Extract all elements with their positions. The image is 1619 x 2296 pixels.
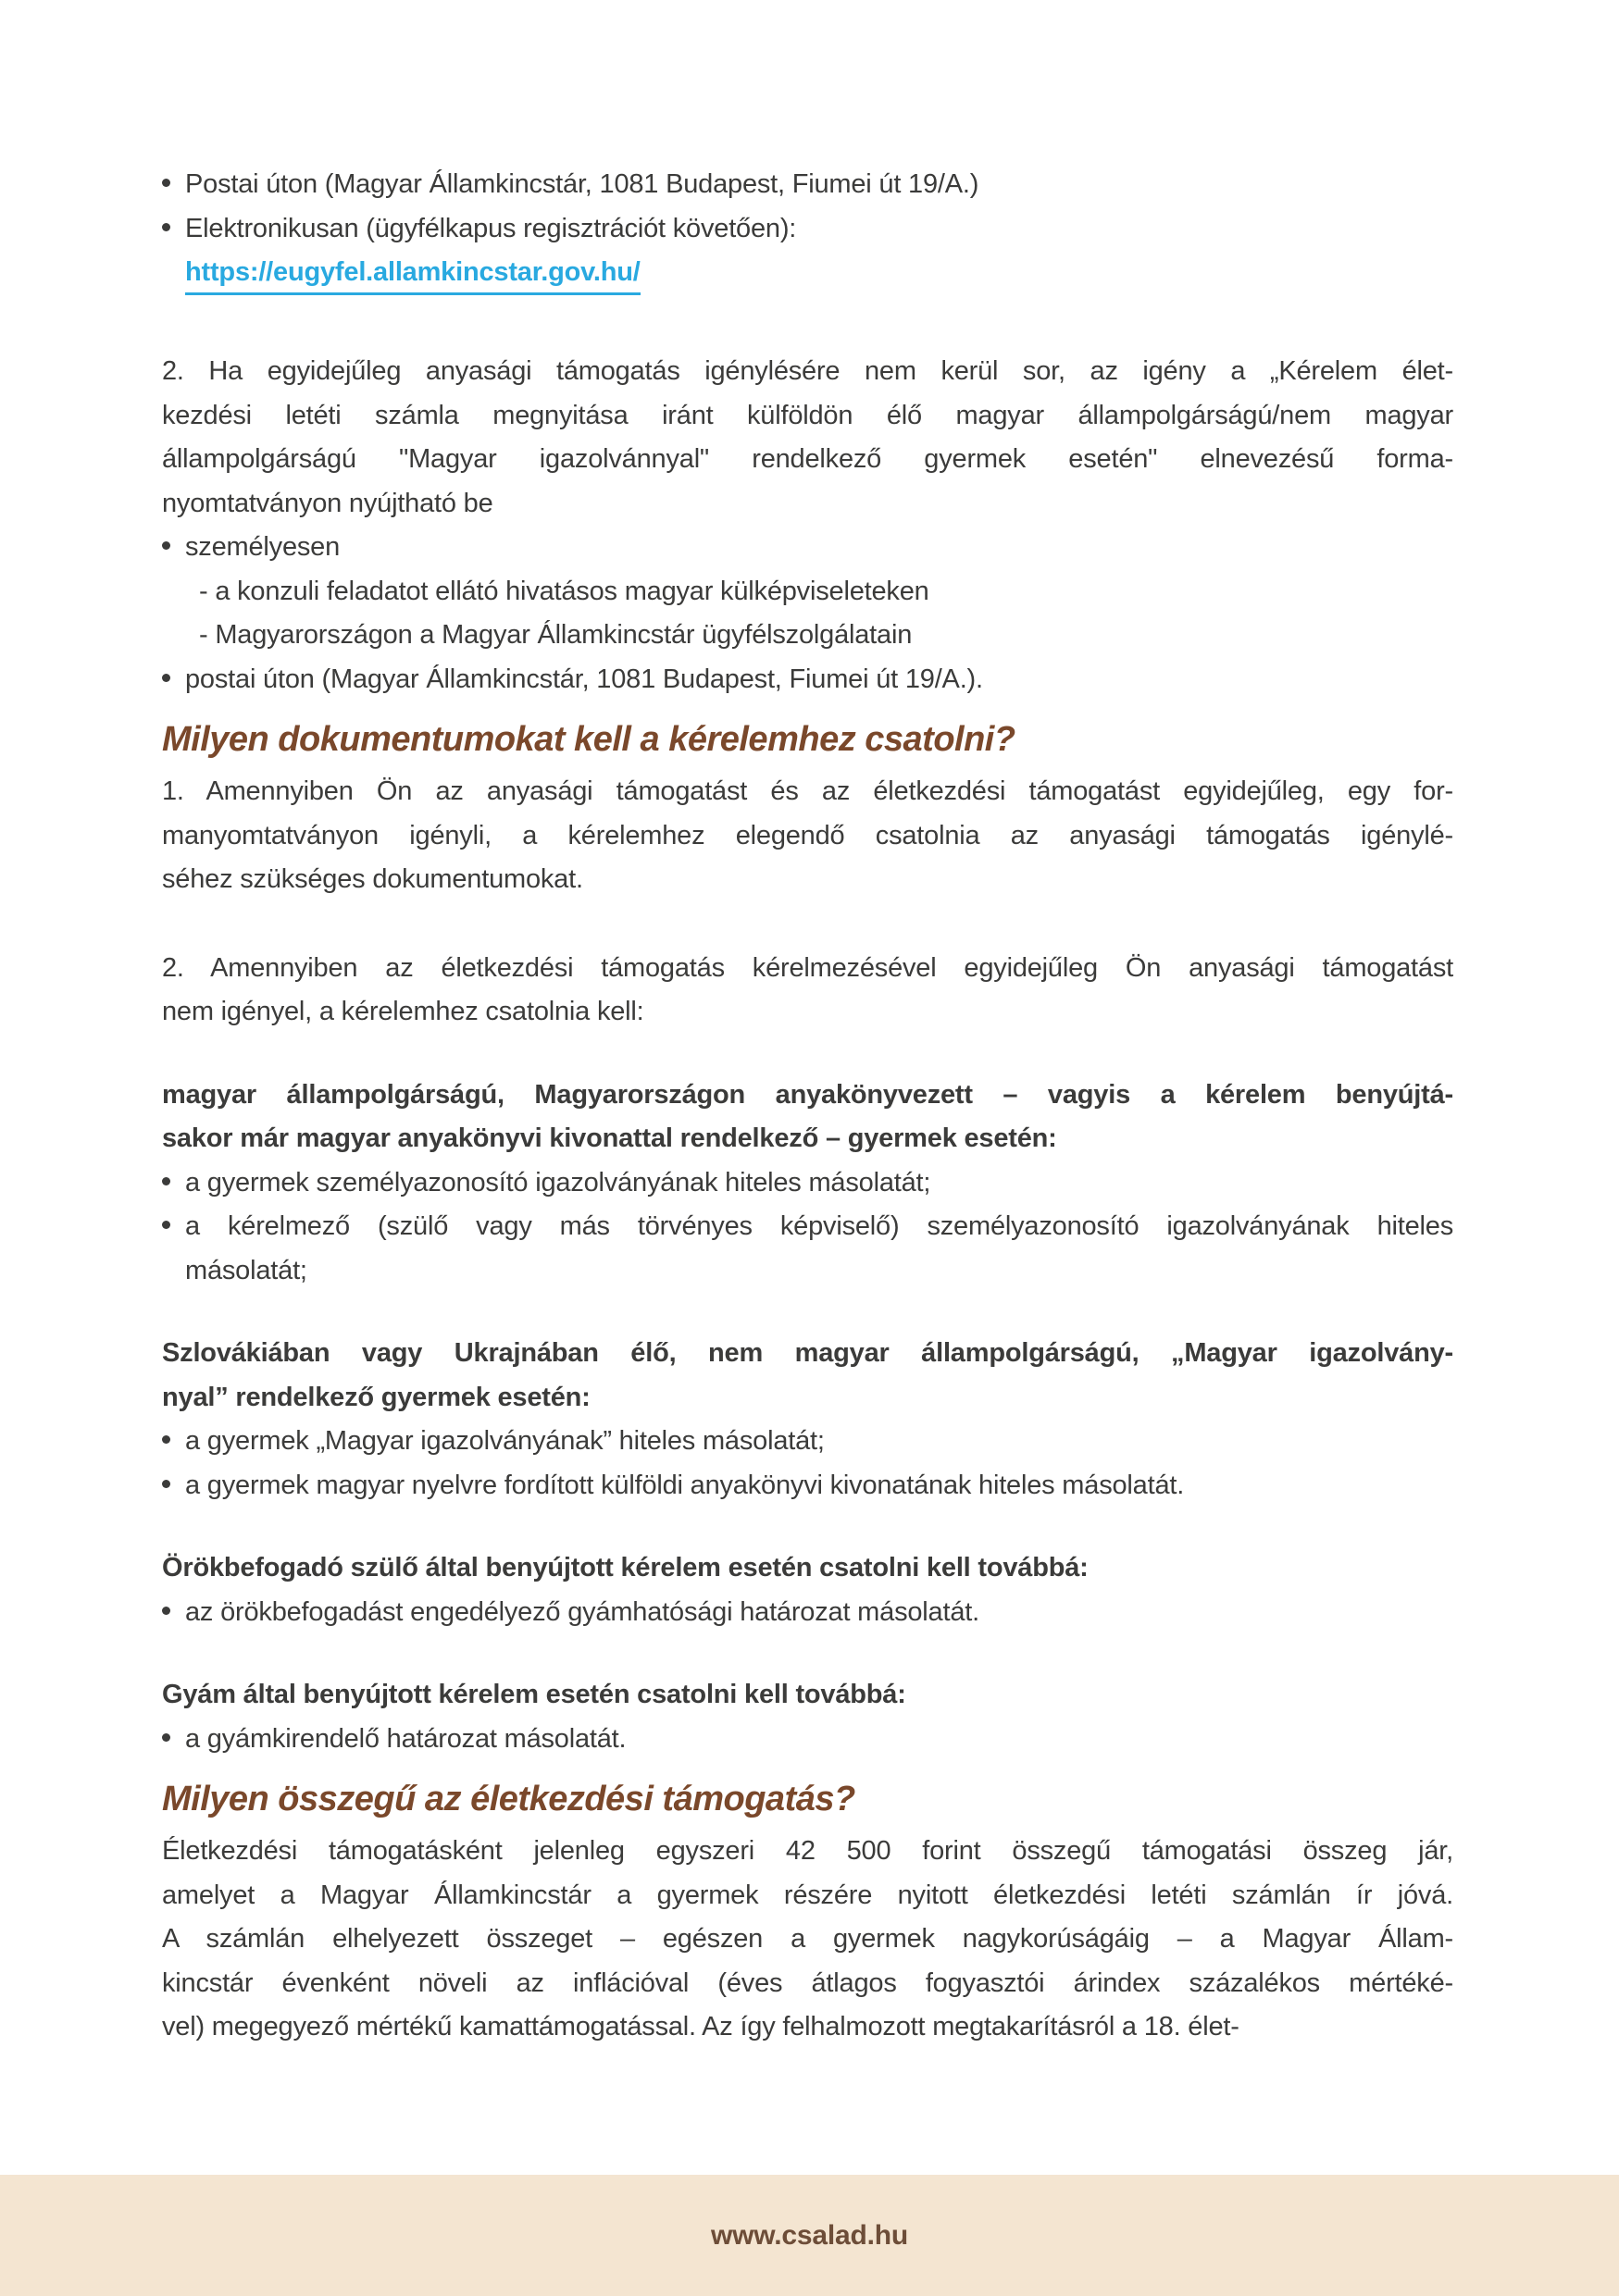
paragraph-docs-1 xyxy=(162,770,1453,902)
paragraph-amount xyxy=(162,1830,1453,2050)
text-line: magyar állampolgárságú, Magyarországon anyakönyvezett – vagyis a kérelem benyújtá- xyxy=(162,1079,1453,1110)
bullet-item-electronic xyxy=(162,207,1453,252)
case-title-guardian: Gyám által benyújtott kérelem esetén csatolni kell továbbá: xyxy=(162,1680,906,1709)
bullet-item-postal-top xyxy=(162,163,1453,207)
bullet-item-hungarian-card xyxy=(162,1420,1453,1464)
bullet-text xyxy=(185,1464,1453,1508)
text-line: manyomtatványon igényli, a kérelemhez elegendő csatolnia az anyasági támogatás igénylé- xyxy=(162,820,1453,850)
text-line: a gyámkirendelő határozat másolatát. xyxy=(185,1723,627,1754)
paragraph-application-form xyxy=(162,350,1453,526)
paragraph-docs-2 xyxy=(162,947,1453,1035)
section-heading-amount: Milyen összegű az életkezdési támogatás? xyxy=(162,1780,855,1818)
text-line: 2. Ha egyidejűleg anyasági támogatás igénylésére nem kerül sor, az igény a „Kérelem élet- xyxy=(162,356,1453,386)
text-line: másolatát; xyxy=(185,1255,307,1285)
text-line: állampolgárságú "Magyar igazolvánnyal" rendelkező gyermek esetén" elnevezésű forma- xyxy=(162,444,1453,474)
bullet-text: Postai úton (Magyar Államkincstár, 1081 Budapest, Fiumei út 19/A.) xyxy=(185,169,979,199)
bullet-dot-icon xyxy=(162,163,185,187)
bullet-dot-icon xyxy=(162,1718,185,1742)
text-line: nyal” rendelkező gyermek esetén: xyxy=(162,1382,591,1412)
treasury-portal-link[interactable]: https://eugyfel.allamkincstar.gov.hu/ xyxy=(185,255,641,295)
case-title-slovakia-ukraine xyxy=(162,1332,1453,1420)
text-line: az örökbefogadást engedélyező gyámhatósági határozat másolatát. xyxy=(185,1596,979,1627)
bullet-text xyxy=(185,1718,1453,1762)
text-line: vel) megegyező mértékű kamattámogatással. Az így felhalmozott megtakarításról a 18. élet- xyxy=(162,2012,1239,2042)
bullet-item-translated-certificate xyxy=(162,1464,1453,1508)
text-line: a gyermek személyazonosító igazolványának hiteles másolatát; xyxy=(185,1167,931,1198)
text-line: a gyermek „Magyar igazolványának” hiteles másolatát; xyxy=(185,1426,825,1456)
bullet-dot-icon xyxy=(162,658,185,682)
footer-url: www.csalad.hu xyxy=(710,2219,908,2251)
bullet-text xyxy=(185,1161,1453,1206)
section-heading-documents: Milyen dokumentumokat kell a kérelemhez csatolni? xyxy=(162,720,1015,759)
bullet-dot-icon xyxy=(162,207,185,231)
bullet-dot-icon xyxy=(162,1464,185,1488)
text-line: sakor már magyar anyakönyvi kivonattal rendelkező – gyermek esetén: xyxy=(162,1123,1057,1153)
case-title-adoptive-parent: Örökbefogadó szülő által benyújtott kérelem esetén csatolni kell továbbá: xyxy=(162,1553,1089,1582)
text-line: a kérelmező (szülő vagy más törvényes képviselő) személyazonosító igazolványának hiteles xyxy=(185,1211,1453,1241)
bullet-text: Elektronikusan (ügyfélkapus regisztrációt követően): xyxy=(185,213,797,243)
text-line: kezdési letéti számla megnyitása iránt külföldön élő magyar állampolgárságú/nem magyar xyxy=(162,400,1453,430)
link-line xyxy=(162,251,1453,317)
bullet-dot-icon xyxy=(162,526,185,550)
text-line: A számlán elhelyezett összeget – egészen a gyermek nagykorúságáig – a Magyar Állam- xyxy=(162,1924,1453,1954)
text-line: a gyermek magyar nyelvre fordított külföldi anyakönyvi kivonatának hiteles másolatát. xyxy=(185,1470,1185,1500)
bullet-text xyxy=(185,1591,1453,1635)
text-line: 1. Amennyiben Ön az anyasági támogatást és az életkezdési támogatást egyidejűleg, egy for- xyxy=(162,776,1453,806)
text-line: Életkezdési támogatásként jelenleg egyszeri 42 500 forint összegű támogatási összeg jár, xyxy=(162,1836,1453,1866)
bullet-item-guardian-decision xyxy=(162,1718,1453,1762)
text-line: nem igényel, a kérelemhez csatolnia kell: xyxy=(162,997,644,1026)
bullet-item-adoption-decision xyxy=(162,1591,1453,1635)
bullet-dot-icon xyxy=(162,1205,185,1229)
bullet-dot-icon xyxy=(162,1161,185,1185)
bullet-item-child-id xyxy=(162,1161,1453,1206)
bullet-item-postal-bottom xyxy=(162,658,1453,702)
bullet-dot-icon xyxy=(162,1420,185,1444)
bullet-text xyxy=(185,1205,1453,1293)
text-line: kincstár évenként növeli az inflációval (éves átlagos fogyasztói árindex százalékos mértéké- xyxy=(162,1967,1453,1998)
text-line: amelyet a Magyar Államkincstár a gyermek részére nyitott életkezdési letéti számlán ír jóvá. xyxy=(162,1880,1453,1910)
text-line: Szlovákiában vagy Ukrajnában élő, nem magyar állampolgárságú, „Magyar igazolvány- xyxy=(162,1338,1453,1368)
bullet-text: személyesen xyxy=(185,532,341,562)
bullet-text xyxy=(185,1420,1453,1464)
bullet-text: postai úton (Magyar Államkincstár, 1081 Budapest, Fiumei út 19/A.). xyxy=(185,664,983,694)
dash-item-consular: - a konzuli feladatot ellátó hivatásos magyar külképviseleteken xyxy=(199,576,929,606)
case-title-hungarian-citizen xyxy=(162,1074,1453,1161)
bullet-item-in-person xyxy=(162,526,1453,570)
bullet-item-applicant-id xyxy=(162,1205,1453,1293)
footer-band xyxy=(0,2175,1619,2296)
bullet-dot-icon xyxy=(162,1591,185,1615)
text-line: nyomtatványon nyújtható be xyxy=(162,488,493,518)
text-line: 2. Amennyiben az életkezdési támogatás kérelmezésével egyidejűleg Ön anyasági támogatást xyxy=(162,952,1453,983)
text-line: séhez szükséges dokumentumokat. xyxy=(162,864,583,894)
dash-item-treasury-offices: - Magyarországon a Magyar Államkincstár ügyfélszolgálatain xyxy=(199,620,913,650)
